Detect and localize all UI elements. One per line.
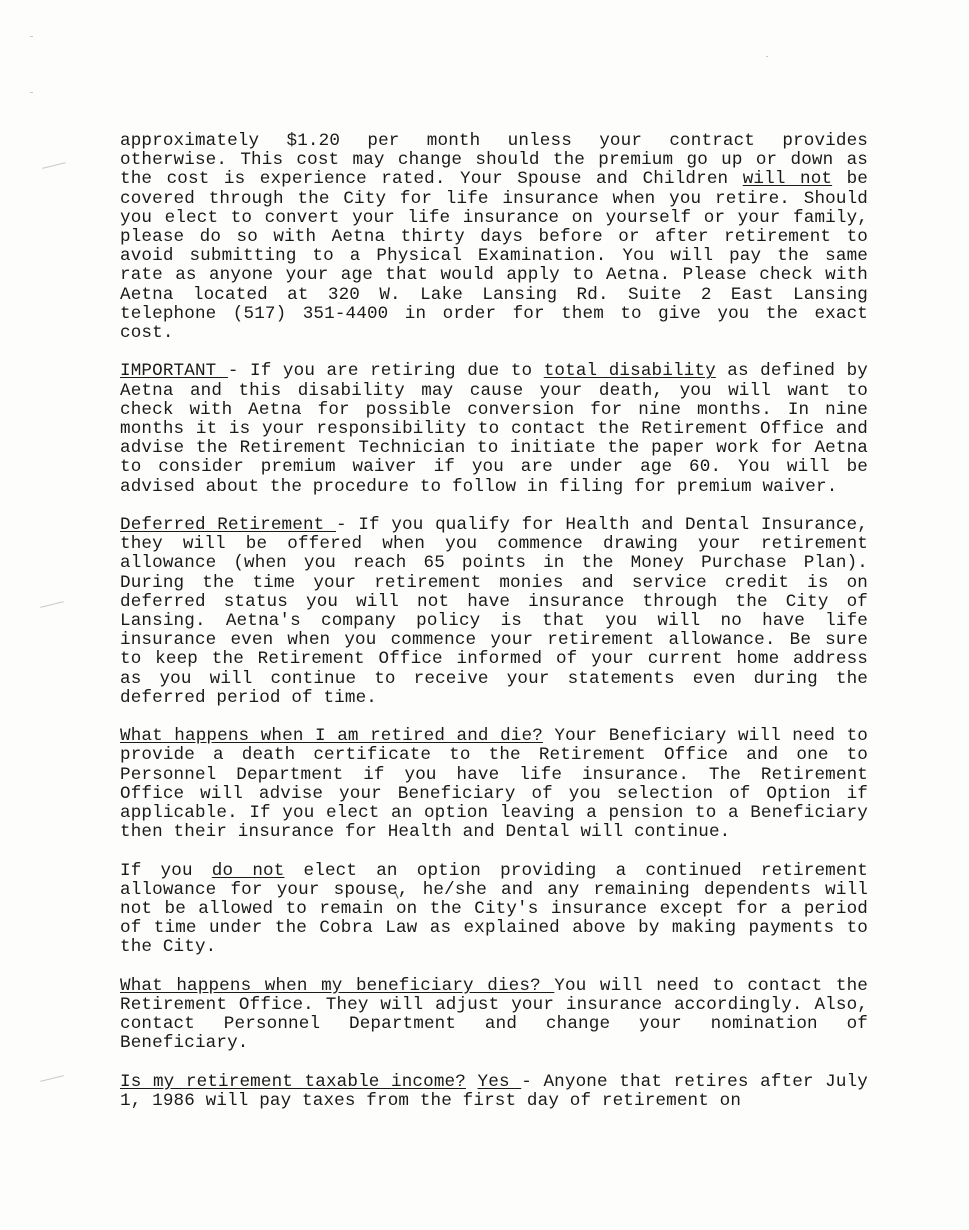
paragraph-no-option [120, 862, 868, 958]
scan-mark [42, 162, 66, 169]
paragraph-text: - If you qualify for Health and Dental Insurance, they will be offered when you commence drawing your retirement allowance (when you reach 65 points in the Money Purchase Plan). During the time your retirement monies and service credit is on deferred status you will not have insurance through the City of Lansing. Aetna's company policy is that you will no have life insurance even when you commence your retirement allowance. Be sure to keep the Retirement Office informed of your current home address as you will continue to receive your statements even during the deferred period of time. [120, 515, 868, 708]
paragraph-taxable-income [120, 1073, 868, 1111]
heading-important: IMPORTANT [120, 361, 228, 382]
emphasis-do-not: do not [211, 860, 285, 881]
emphasis-yes: Yes [477, 1071, 522, 1092]
scan-speck [30, 36, 33, 37]
scan-speck [30, 92, 33, 93]
paragraph-text: be covered through the City for life insurance when you retire. Should you elect to convert your life insurance on yourself or your family, please do so with Aetna thirty days before or after retirement to avoid submitting to a Physical Examination. You will pay the same rate as anyone your age that would apply to Aetna. Please check with Aetna located at 320 W. Lake Lansing Rd. Suite 2 East Lansing telephone (517) 351-4400 in order for them to give you the exact cost. [120, 169, 868, 344]
scan-mark [40, 601, 64, 608]
document-body [120, 132, 868, 1130]
emphasis-will-not: will not [742, 169, 833, 190]
paragraph-text: - If you are retiring due to [227, 361, 544, 382]
paragraph-deferred-retirement [120, 516, 868, 708]
paragraph-important [120, 362, 868, 496]
scan-speck [766, 56, 768, 57]
paragraph-text: as defined by Aetna and this disability may cause your death, you will want to check with Aetna for possible conversion for nine months. In nine months it is your responsibility to contact the Retirement Office and advise the Retirement Technician to initiate the paper work for Aetna to consider premium waiver if you are under age 60. You will be advised about the procedure to follow in filing for premium waiver. [120, 361, 868, 497]
paragraph-text: Your Beneficiary will need to provide a death certificate to the Retirement Office and one to Personnel Department if you have life insurance. The Retirement Office will advise your Beneficiary of you selection of Option if applicable. If you elect an option leaving a pension to a Beneficiary then their insurance for Health and Dental will continue. [120, 726, 868, 843]
heading-retired-and-die: What happens when I am retired and die? [120, 726, 543, 747]
heading-deferred-retirement: Deferred Retirement [120, 515, 336, 536]
paragraph-beneficiary-dies [120, 977, 868, 1054]
paragraph-text: approximately $1.20 per month unless your contract provides otherwise. This cost may change should the premium go up or down as the cost is experience rated. Your Spouse and Children [120, 131, 868, 190]
paragraph-text: - Anyone that retires after July 1, 1986 will pay taxes from the first day of retirement on [120, 1071, 869, 1112]
paragraph-text: If you [120, 860, 212, 881]
paragraph-retired-and-die [120, 727, 868, 842]
paragraph-text [466, 1072, 478, 1092]
scan-mark [40, 1075, 64, 1082]
paragraph-text: elect an option providing a continued retirement allowance for your spouse, he/she and any remaining dependents will not be allowed to remain on the City's insurance except for a period of time under the Cobra Law as explained above by making payments to the City. [120, 860, 868, 958]
paragraph-text: You will need to contact the Retirement Office. They will adjust your insurance accordingly. Also, contact Personnel Department and change your nomination of Beneficiary. [120, 975, 868, 1054]
heading-beneficiary-dies: What happens when my beneficiary dies? [120, 975, 555, 996]
paragraph-life-insurance-cost [120, 132, 868, 343]
heading-taxable-income: Is my retirement taxable income? [120, 1071, 466, 1092]
emphasis-total-disability: total disability [543, 361, 716, 382]
